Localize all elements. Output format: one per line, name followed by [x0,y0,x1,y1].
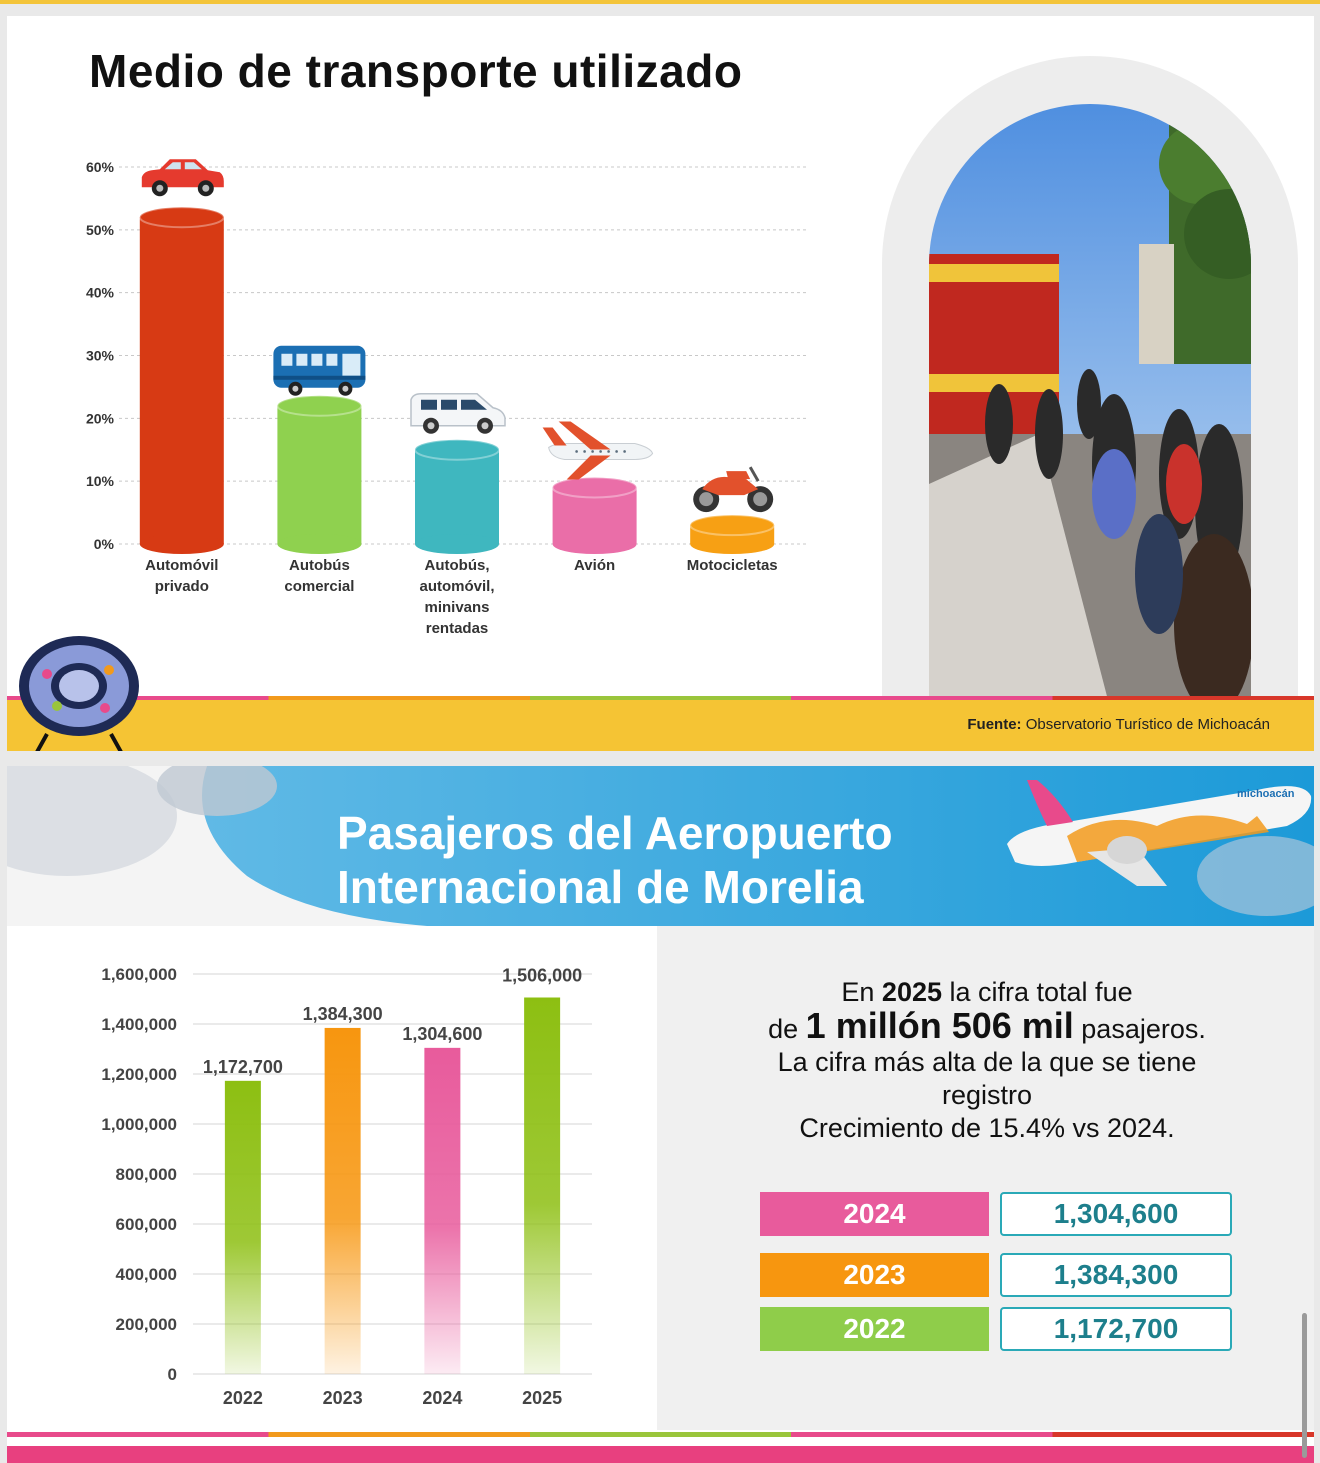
footer-color-stripe [7,1432,1314,1437]
motorcycle-icon [693,467,773,512]
y-tick-label: 1,400,000 [101,1015,177,1034]
bus-icon [273,346,365,396]
car-icon [142,159,224,196]
x-category-label: 2025 [522,1388,563,1408]
bar [225,1081,261,1374]
x-category-label: Motocicletas [686,557,778,574]
title-banner [7,766,1314,926]
y-tick-label: 600,000 [115,1215,177,1234]
decorative-plate-icon [17,634,147,751]
x-category-label: Automóvil privado [145,557,219,595]
slide1-footer [7,696,1314,751]
bar [524,998,560,1375]
bar [553,477,637,554]
year-value: 1,172,700 [1000,1307,1232,1351]
y-tick-label: 1,600,000 [101,965,177,984]
year-label: 2022 [760,1307,989,1351]
data-label: 1,304,600 [402,1023,483,1044]
year-label: 2024 [760,1192,989,1236]
summary-line3: La cifra más alta de la que se tiene [777,1047,1197,1077]
year-value: 1,384,300 [1000,1253,1232,1297]
source-note [967,716,1270,733]
y-tick-label: 40% [85,284,114,301]
top-accent-strip [0,0,1320,4]
summary-total: 1 millón 506 mil [805,1005,1074,1046]
slide-airport-passengers [7,766,1314,1463]
summary-panel [657,926,1314,1431]
bar [140,207,224,554]
footer-pink-band [7,1446,1314,1463]
summary-year: 2025 [881,977,942,1007]
year-row-2022 [760,1307,1234,1351]
x-category-label: 2024 [422,1388,463,1408]
summary-post1: la cifra total fue [942,977,1133,1007]
year-row-2024 [760,1192,1234,1236]
slide-transport [7,16,1314,751]
y-tick-label: 60% [85,159,114,175]
summary-pre1: En [841,977,882,1007]
y-tick-label: 1,200,000 [101,1065,177,1084]
summary-pre2: de [768,1014,806,1044]
x-category-label: 2023 [322,1388,363,1408]
source-text: Observatorio Turístico de Michoacán [1025,716,1270,733]
bar [415,440,499,554]
year-label: 2023 [760,1253,989,1297]
summary-line5: Crecimiento de 15.4% vs 2024. [799,1113,1175,1143]
summary-post2: pasajeros. [1073,1014,1206,1044]
data-label: 1,384,300 [302,1003,383,1024]
source-label: Fuente: [967,716,1022,733]
year-row-2023 [760,1253,1234,1297]
page-scrollbar[interactable] [1302,1313,1307,1458]
bar [424,1048,460,1374]
summary-line4: registro [941,1080,1033,1110]
data-label: 1,172,700 [202,1056,283,1077]
van-icon [411,394,505,434]
x-category-label: Avión [574,557,616,574]
bar [690,515,774,554]
airplane-icon [543,421,653,479]
slide-title: Medio de transporte utilizado [89,45,743,97]
x-category-label: Autobús, automóvil, minivans rentadas [419,557,495,637]
y-tick-label: 0 [167,1365,177,1384]
x-category-label: Autobús comercial [284,557,355,595]
x-category-label: 2022 [222,1388,263,1408]
transport-bar-chart [57,146,817,676]
summary-text [697,976,1277,1145]
y-tick-label: 800,000 [115,1165,177,1184]
banner-title-line2: Internacional de Morelia [337,861,864,913]
y-tick-label: 20% [85,410,114,427]
bar [325,1028,361,1374]
slide2-footer [7,1430,1314,1463]
year-value: 1,304,600 [1000,1192,1232,1236]
airline-brand-text: michoacán [1237,788,1295,800]
y-tick-label: 400,000 [115,1265,177,1284]
y-tick-label: 30% [85,347,114,364]
y-tick-label: 10% [85,473,114,490]
y-tick-label: 50% [85,221,114,238]
bar [277,396,361,554]
y-tick-label: 200,000 [115,1315,177,1334]
banner-title-line1: Pasajeros del Aeropuerto [337,807,893,859]
y-tick-label: 0% [93,536,114,552]
data-label: 1,506,000 [502,965,583,986]
banner-title [337,806,893,914]
passengers-bar-chart [77,956,617,1416]
footer-color-stripe [7,696,1314,700]
street-crowd-photo [929,104,1251,704]
y-tick-label: 1,000,000 [101,1115,177,1134]
